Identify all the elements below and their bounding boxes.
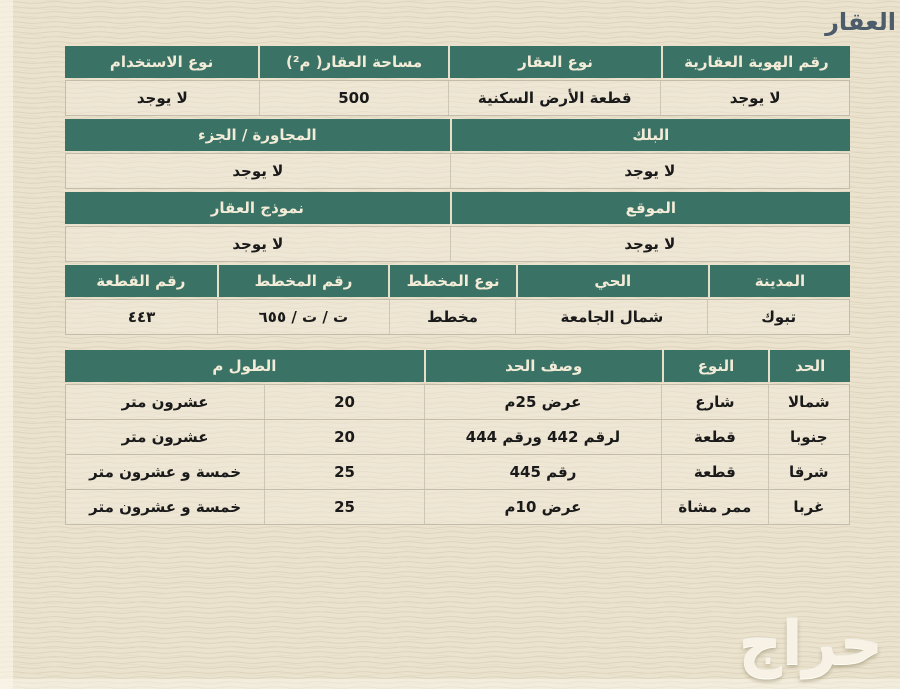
header-district: الحي <box>516 265 708 297</box>
plan-header-row <box>65 265 850 297</box>
haraj-logo-watermark: حراج <box>738 609 883 679</box>
cell-description: عرض 10م <box>424 490 661 524</box>
cell-length-text: خمسة و عشرون متر <box>89 498 242 516</box>
location-section <box>65 192 850 262</box>
cell-length-text: عشرون متر <box>121 393 209 411</box>
header-location: الموقع <box>450 192 850 224</box>
page-title: العقار <box>825 8 896 36</box>
header-plan-number: رقم المخطط <box>217 265 389 297</box>
value-location: لا يوجد <box>450 227 849 261</box>
cell-type: قطعة <box>661 420 767 454</box>
cell-boundary: جنوبا <box>768 420 849 454</box>
cell-boundary: شمالا <box>768 385 849 419</box>
header-boundary-description: وصف الحد <box>424 350 662 382</box>
page-bottom-margin <box>0 679 900 689</box>
location-header-row <box>65 192 850 224</box>
identity-header-row <box>65 46 850 78</box>
value-neighborhood-part: لا يوجد <box>232 162 284 180</box>
property-details-table <box>65 46 850 335</box>
block-value-row <box>65 153 850 189</box>
value-usage-type: لا يوجد <box>136 89 188 107</box>
value-district: شمال الجامعة <box>515 300 707 334</box>
cell-length-text: عشرون متر <box>121 428 209 446</box>
boundaries-table <box>65 350 850 525</box>
header-boundary: الحد <box>768 350 850 382</box>
value-block: لا يوجد <box>450 154 849 188</box>
value-plan-number: ت / ت / ٦٥٥ <box>217 300 388 334</box>
cell-type: شارع <box>661 385 767 419</box>
boundary-row-north <box>65 384 850 420</box>
boundary-row-south <box>65 419 850 455</box>
block-section <box>65 119 850 189</box>
cell-description: عرض 25م <box>424 385 661 419</box>
header-property-model: نموذج العقار <box>210 199 304 217</box>
header-plan-type: نوع المخطط <box>388 265 515 297</box>
cell-description: رقم 445 <box>424 455 661 489</box>
header-plot-number: رقم القطعة <box>96 272 186 290</box>
cell-boundary: غربا <box>768 490 849 524</box>
value-property-type: قطعة الأرض السكنية <box>448 81 660 115</box>
cell-type: قطعة <box>661 455 767 489</box>
value-property-id: لا يوجد <box>660 81 849 115</box>
cell-length-number: 20 <box>264 385 424 419</box>
boundary-row-west <box>65 489 850 525</box>
cell-length-number: 25 <box>264 455 424 489</box>
value-plot-number: ٤٤٣ <box>127 308 156 326</box>
block-header-row <box>65 119 850 151</box>
header-block: البلك <box>450 119 850 151</box>
cell-length-text: خمسة و عشرون متر <box>89 463 242 481</box>
header-city: المدينة <box>708 265 850 297</box>
identity-section <box>65 46 850 116</box>
cell-type: ممر مشاة <box>661 490 767 524</box>
page-left-margin <box>0 0 13 689</box>
value-property-area: 500 <box>259 81 448 115</box>
identity-value-row <box>65 80 850 116</box>
value-city: تبوك <box>707 300 849 334</box>
header-property-area: مساحة العقار( م²) <box>258 46 448 78</box>
plan-value-row <box>65 299 850 335</box>
boundaries-header-row <box>65 350 850 382</box>
header-property-type: نوع العقار <box>448 46 661 78</box>
value-plan-type: مخطط <box>389 300 516 334</box>
plan-section <box>65 265 850 335</box>
header-boundary-type: النوع <box>662 350 769 382</box>
cell-length-number: 20 <box>264 420 424 454</box>
boundary-row-east <box>65 454 850 490</box>
cell-description: لرقم 442 ورقم 444 <box>424 420 661 454</box>
location-value-row <box>65 226 850 262</box>
header-length-m: الطول م <box>212 357 277 375</box>
header-neighborhood-part: المجاورة / الجزء <box>198 126 317 144</box>
value-property-model: لا يوجد <box>232 235 284 253</box>
header-property-id: رقم الهوية العقارية <box>661 46 850 78</box>
cell-length-number: 25 <box>264 490 424 524</box>
cell-boundary: شرقا <box>768 455 849 489</box>
header-usage-type: نوع الاستخدام <box>109 53 214 71</box>
